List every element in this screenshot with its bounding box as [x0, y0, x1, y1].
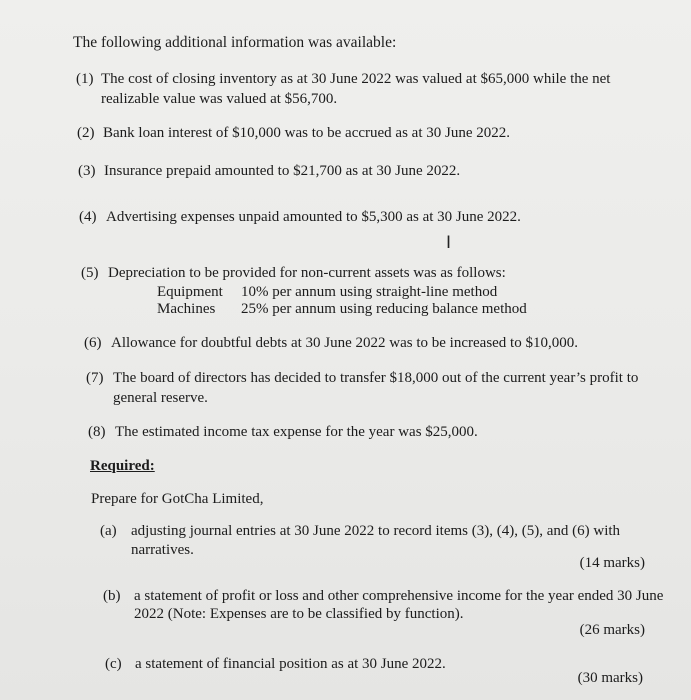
item-2-line1: Bank loan interest of $10,000 was to be accrued as at 30 June 2022. — [103, 125, 510, 141]
part-b-label: (b) — [103, 588, 121, 604]
part-a-label: (a) — [100, 523, 117, 539]
part-c-line1: a statement of financial position as at 30 June 2022. — [135, 656, 446, 672]
part-c-label: (c) — [105, 656, 122, 672]
part-a-line2: narratives. — [131, 542, 194, 558]
item-1-number: (1) — [76, 71, 94, 87]
item-8-number: (8) — [88, 424, 106, 440]
item-5-line1: Depreciation to be provided for non-current assets was as follows: — [108, 265, 506, 281]
item-7-number: (7) — [86, 370, 104, 386]
text-cursor-icon: I — [446, 233, 452, 253]
item-8-line1: The estimated income tax expense for the year was $25,000. — [115, 424, 478, 440]
item-4-line1: Advertising expenses unpaid amounted to $5,300 as at 30 June 2022. — [106, 209, 521, 225]
part-b-line1: a statement of profit or loss and other comprehensive income for the year ended 30 June — [134, 588, 664, 604]
prepare-text: Prepare for GotCha Limited, — [91, 491, 264, 507]
item-2-number: (2) — [77, 125, 95, 141]
depreciation-rate-machines: 25% per annum using reducing balance method — [241, 301, 527, 317]
item-3-line1: Insurance prepaid amounted to $21,700 as at 30 June 2022. — [104, 163, 461, 179]
part-c-marks: (30 marks) — [577, 670, 643, 686]
item-6-line1: Allowance for doubtful debts at 30 June 2022 was to be increased to $10,000. — [111, 335, 578, 351]
depreciation-asset-machines: Machines — [157, 301, 216, 317]
required-heading: Required: — [90, 458, 155, 474]
part-b-line2: 2022 (Note: Expenses are to be classified by function). — [134, 606, 464, 622]
item-4-number: (4) — [79, 209, 97, 225]
depreciation-asset-equipment: Equipment — [157, 284, 223, 300]
item-3-number: (3) — [78, 163, 96, 179]
intro-text: The following additional information was available: — [73, 34, 397, 51]
part-a-line1: adjusting journal entries at 30 June 2022 to record items (3), (4), (5), and (6) with — [131, 523, 621, 539]
item-6-number: (6) — [84, 335, 102, 351]
part-a-marks: (14 marks) — [579, 555, 645, 571]
item-7-line2: general reserve. — [113, 390, 208, 406]
depreciation-rate-equipment: 10% per annum using straight-line method — [241, 284, 498, 300]
part-b-marks: (26 marks) — [579, 622, 645, 638]
item-5-number: (5) — [81, 265, 99, 281]
item-1-line2: realizable value was valued at $56,700. — [101, 91, 338, 107]
item-7-line1: The board of directors has decided to transfer $18,000 out of the current year’s profit to — [113, 370, 639, 386]
item-1-line1: The cost of closing inventory as at 30 June 2022 was valued at $65,000 while the net — [101, 71, 611, 87]
